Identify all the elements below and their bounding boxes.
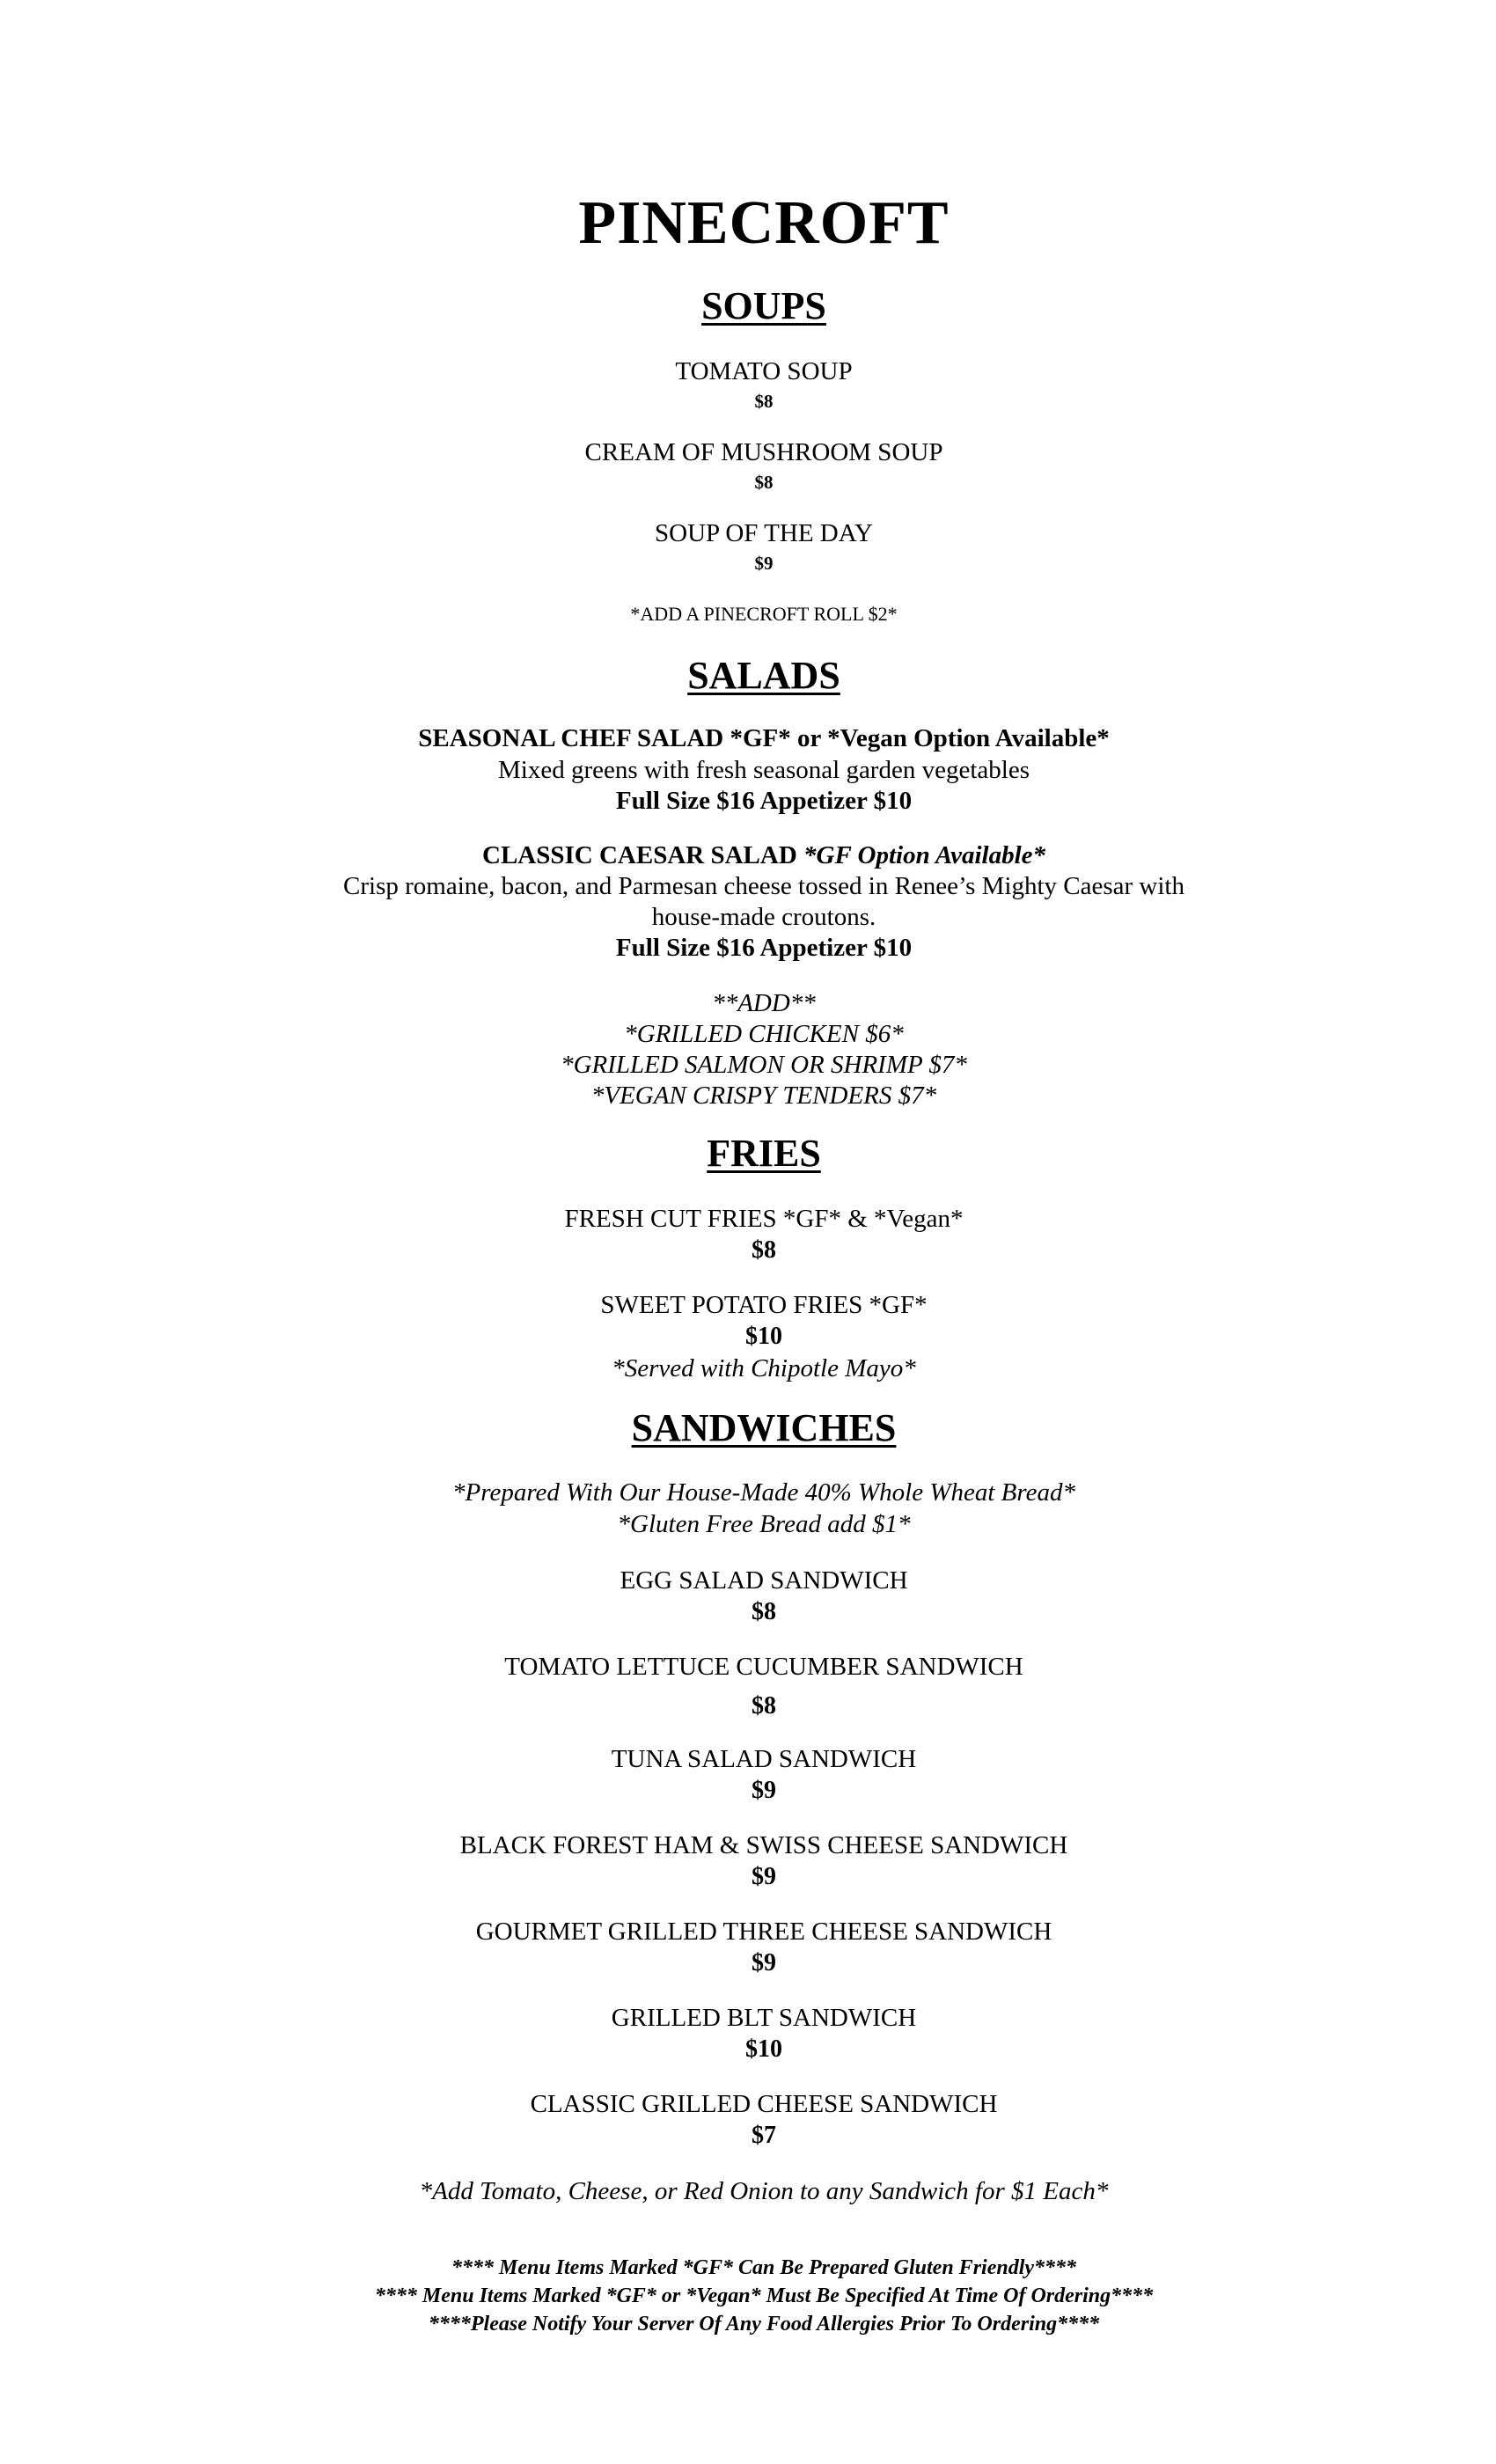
fries-item-note: *Served with Chipotle Mayo* — [612, 1354, 916, 1382]
sandwich-item-price: $9 — [752, 1863, 776, 1890]
sandwich-item-name: CLASSIC GRILLED CHEESE SANDWICH — [530, 2090, 998, 2118]
fries-item-name: SWEET POTATO FRIES *GF* — [600, 1291, 928, 1319]
sandwich-item-name: BLACK FOREST HAM & SWISS CHEESE SANDWICH — [459, 1831, 1068, 1859]
sandwich-item-name: TUNA SALAD SANDWICH — [611, 1745, 917, 1773]
salad-add-option: *GRILLED SALMON OR SHRIMP $7* — [561, 1051, 967, 1079]
sandwich-item-price: $9 — [752, 1777, 776, 1804]
salads-heading: SALADS — [687, 654, 840, 697]
sandwiches-intro: *Prepared With Our House-Made 40% Whole Wheat Bread* — [452, 1478, 1075, 1507]
footer-note: **** Menu Items Marked *GF* Can Be Prepared Gluten Friendly**** — [451, 2256, 1077, 2279]
soups-heading: SOUPS — [701, 284, 826, 327]
sandwich-item-price: $9 — [752, 1949, 776, 1976]
soup-item-price: $9 — [754, 553, 774, 574]
sandwich-item-name: GRILLED BLT SANDWICH — [611, 2004, 917, 2032]
soup-item-name: TOMATO SOUP — [675, 357, 853, 385]
chef-salad-name: SEASONAL CHEF SALAD *GF* or *Vegan Option Available* — [418, 724, 1110, 752]
caesar-salad-price: Full Size $16 Appetizer $10 — [615, 934, 913, 962]
salad-add-option: *GRILLED CHICKEN $6* — [624, 1020, 904, 1048]
footer-note: ****Please Notify Your Server Of Any Food Allergies Prior To Ordering**** — [428, 2313, 1100, 2336]
sandwich-item-price: $7 — [752, 2122, 776, 2149]
chef-salad-description: Mixed greens with fresh seasonal garden vegetables — [498, 756, 1030, 784]
sandwich-item-name: TOMATO LETTUCE CUCUMBER SANDWICH — [504, 1653, 1023, 1681]
sandwich-addon-note: *Add Tomato, Cheese, or Red Onion to any Sandwich for $1 Each* — [419, 2177, 1109, 2205]
menu-title: PINECROFT — [578, 189, 950, 257]
soup-item-name: SOUP OF THE DAY — [655, 519, 873, 547]
salad-add-option: *VEGAN CRISPY TENDERS $7* — [590, 1082, 937, 1110]
soup-item-price: $8 — [754, 472, 774, 493]
soup-item-price: $8 — [754, 391, 774, 412]
caesar-salad-description: house-made croutons. — [651, 903, 876, 931]
sandwich-item-name: EGG SALAD SANDWICH — [620, 1566, 908, 1595]
caesar-salad-title — [482, 841, 1045, 870]
fries-item-price: $8 — [752, 1236, 776, 1264]
sandwich-item-price: $10 — [745, 2035, 782, 2063]
sandwiches-heading: SANDWICHES — [631, 1406, 897, 1449]
menu-title-wrap — [578, 188, 949, 259]
sandwiches-intro: *Gluten Free Bread add $1* — [617, 1510, 911, 1538]
fries-item-price: $10 — [745, 1323, 782, 1350]
chef-salad-price: Full Size $16 Appetizer $10 — [615, 787, 913, 815]
soup-roll-note: *ADD A PINECROFT ROLL $2* — [630, 603, 898, 625]
footer-note: **** Menu Items Marked *GF* or *Vegan* Must Be Specified At Time Of Ordering**** — [374, 2284, 1154, 2307]
caesar-salad-name: CLASSIC CAESAR SALAD — [482, 841, 797, 869]
caesar-salad-description: Crisp romaine, bacon, and Parmesan cheese tossed in Renee’s Mighty Caesar with — [343, 872, 1184, 900]
salad-add-label: **ADD** — [712, 989, 816, 1017]
sandwich-item-name: GOURMET GRILLED THREE CHEESE SANDWICH — [475, 1918, 1052, 1946]
sandwich-item-price: $8 — [752, 1692, 776, 1720]
caesar-salad-option: *GF Option Available* — [803, 841, 1045, 869]
sandwich-item-price: $8 — [752, 1598, 776, 1625]
fries-item-name: FRESH CUT FRIES *GF* & *Vegan* — [564, 1205, 964, 1233]
soup-item-name: CREAM OF MUSHROOM SOUP — [584, 438, 943, 466]
fries-heading: FRIES — [707, 1132, 821, 1175]
